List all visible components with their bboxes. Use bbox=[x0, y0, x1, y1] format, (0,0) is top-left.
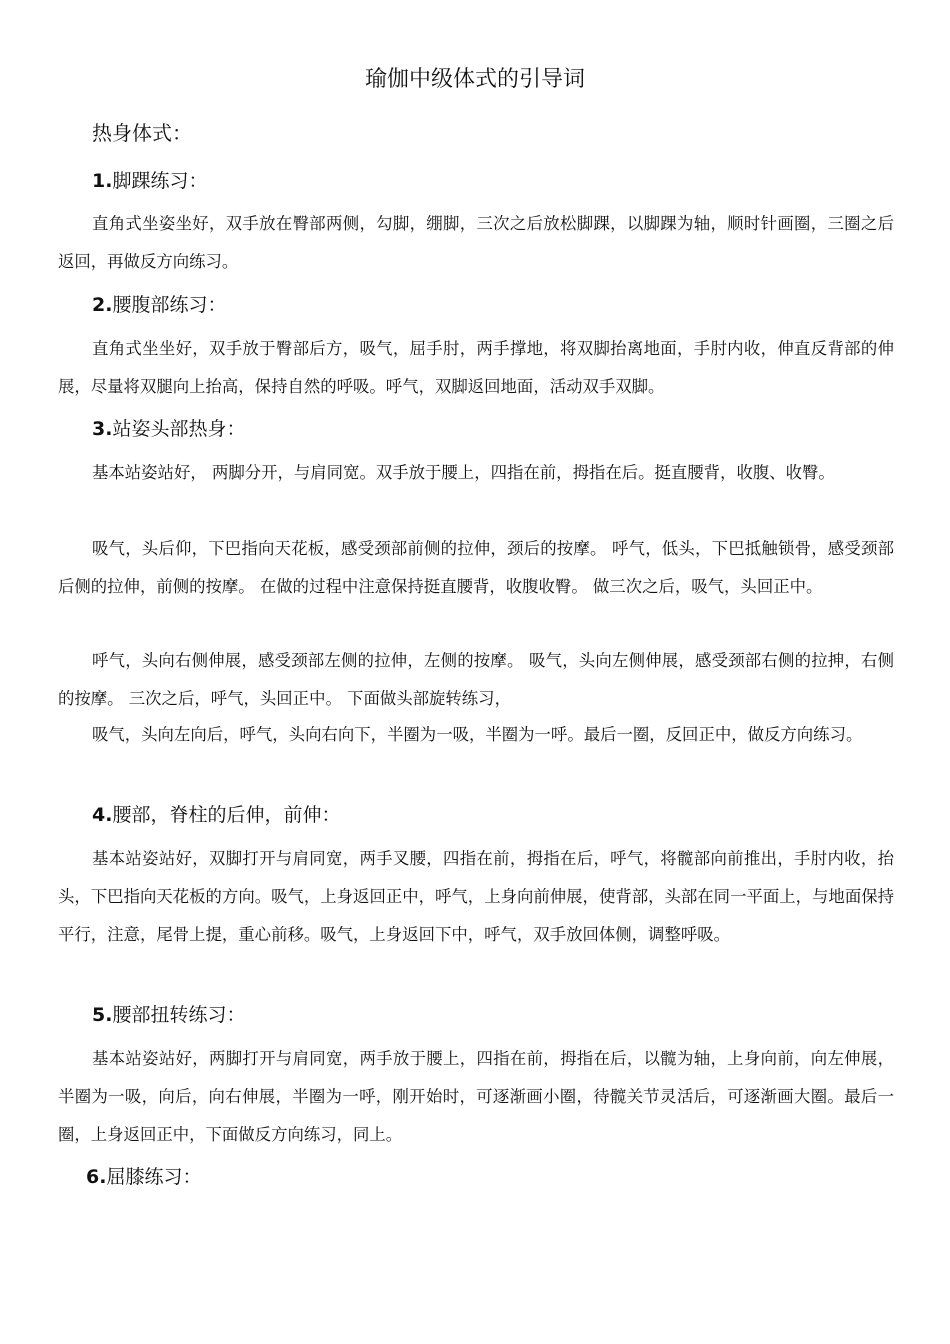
heading-number: 4. bbox=[92, 804, 113, 826]
heading-ankle bbox=[92, 166, 207, 193]
heading-spine-extension bbox=[92, 800, 340, 827]
heading-number: 6. bbox=[86, 1166, 107, 1188]
paragraph: 吸气，头向左向后，呼气，头向右向下，半圈为一吸，半圈为一呼。最后一圈，反回正中，做反方向练习。 bbox=[92, 725, 863, 744]
paragraph: 吸气，头后仰，下巴指向天花板，感受颈部前侧的拉伸，颈后的按摩。 呼气，低头，下巴抵触锁骨，感受颈部后侧的拉伸，前侧的按摩。 在做的过程中注意保持挺直腰背，收腹收臀。 做三次之后，吸气，头回正中。 bbox=[58, 539, 894, 596]
heading-text: 腰部扭转练习： bbox=[112, 1004, 246, 1026]
paragraph: 基本站姿站好， 两脚分开，与肩同宽。双手放于腰上，四指在前，拇指在后。挺直腰背，收腹、收臀。 bbox=[92, 463, 835, 482]
heading-waist-twist bbox=[92, 1000, 245, 1027]
heading-standing-head bbox=[92, 414, 245, 441]
heading-number: 2. bbox=[92, 294, 113, 316]
paragraph: 呼气，头向右侧伸展，感受颈部左侧的拉伸，左侧的按摩。 吸气，头向左侧伸展，感受颈部右侧的拉抻，右侧的按摩。 三次之后，呼气，头回正中。 下面做头部旋转练习， bbox=[58, 651, 894, 708]
heading-number: 3. bbox=[92, 418, 113, 440]
heading-text: 腰腹部练习： bbox=[112, 294, 227, 316]
paragraph: 基本站姿站好，双脚打开与肩同宽，两手叉腰，四指在前，拇指在后，呼气，将髋部向前推出，手肘内收，抬头，下巴指向天花板的方向。吸气，上身返回正中，呼气，上身向前伸展，使背部，头部在同一平面上，与地面保持平行，注意，尾骨上提，重心前移。吸气，上身返回下中，呼气，双手放回体侧，调整呼吸。 bbox=[58, 849, 894, 944]
document-title: 瑜伽中级体式的引导词 bbox=[364, 67, 585, 92]
paragraph: 直角式坐姿坐好，双手放在臀部两侧，勾脚，绷脚，三次之后放松脚踝，以脚踝为轴，顺时针画圈，三圈之后返回，再做反方向练习。 bbox=[58, 214, 894, 271]
heading-text: 站姿头部热身： bbox=[112, 418, 246, 440]
heading-text: 腰部，脊柱的后伸，前伸： bbox=[112, 804, 341, 826]
heading-number: 5. bbox=[92, 1004, 113, 1026]
heading-waist-abdomen bbox=[92, 290, 226, 317]
paragraph: 基本站姿站好，两脚打开与肩同宽，两手放于腰上，四指在前，拇指在后，以髋为轴，上身向前，向左伸展，半圈为一吸，向后，向右伸展，半圈为一呼，刚开始时，可逐渐画小圈，待髋关节灵活后，可逐渐画大圈。最后一圈，上身返回正中，下面做反方向练习，同上。 bbox=[58, 1049, 894, 1144]
heading-text: 屈膝练习： bbox=[106, 1166, 202, 1188]
section-label: 热身体式： bbox=[92, 121, 192, 145]
paragraph: 直角式坐坐好，双手放于臀部后方，吸气，屈手肘，两手撑地，将双脚抬离地面，手肘内收，伸直反背部的伸展，尽量将双腿向上抬高，保持自然的呼吸。呼气，双脚返回地面，活动双手双脚。 bbox=[58, 339, 894, 396]
heading-knee-bend bbox=[86, 1162, 201, 1189]
heading-text: 脚踝练习： bbox=[112, 170, 208, 192]
heading-number: 1. bbox=[92, 170, 113, 192]
